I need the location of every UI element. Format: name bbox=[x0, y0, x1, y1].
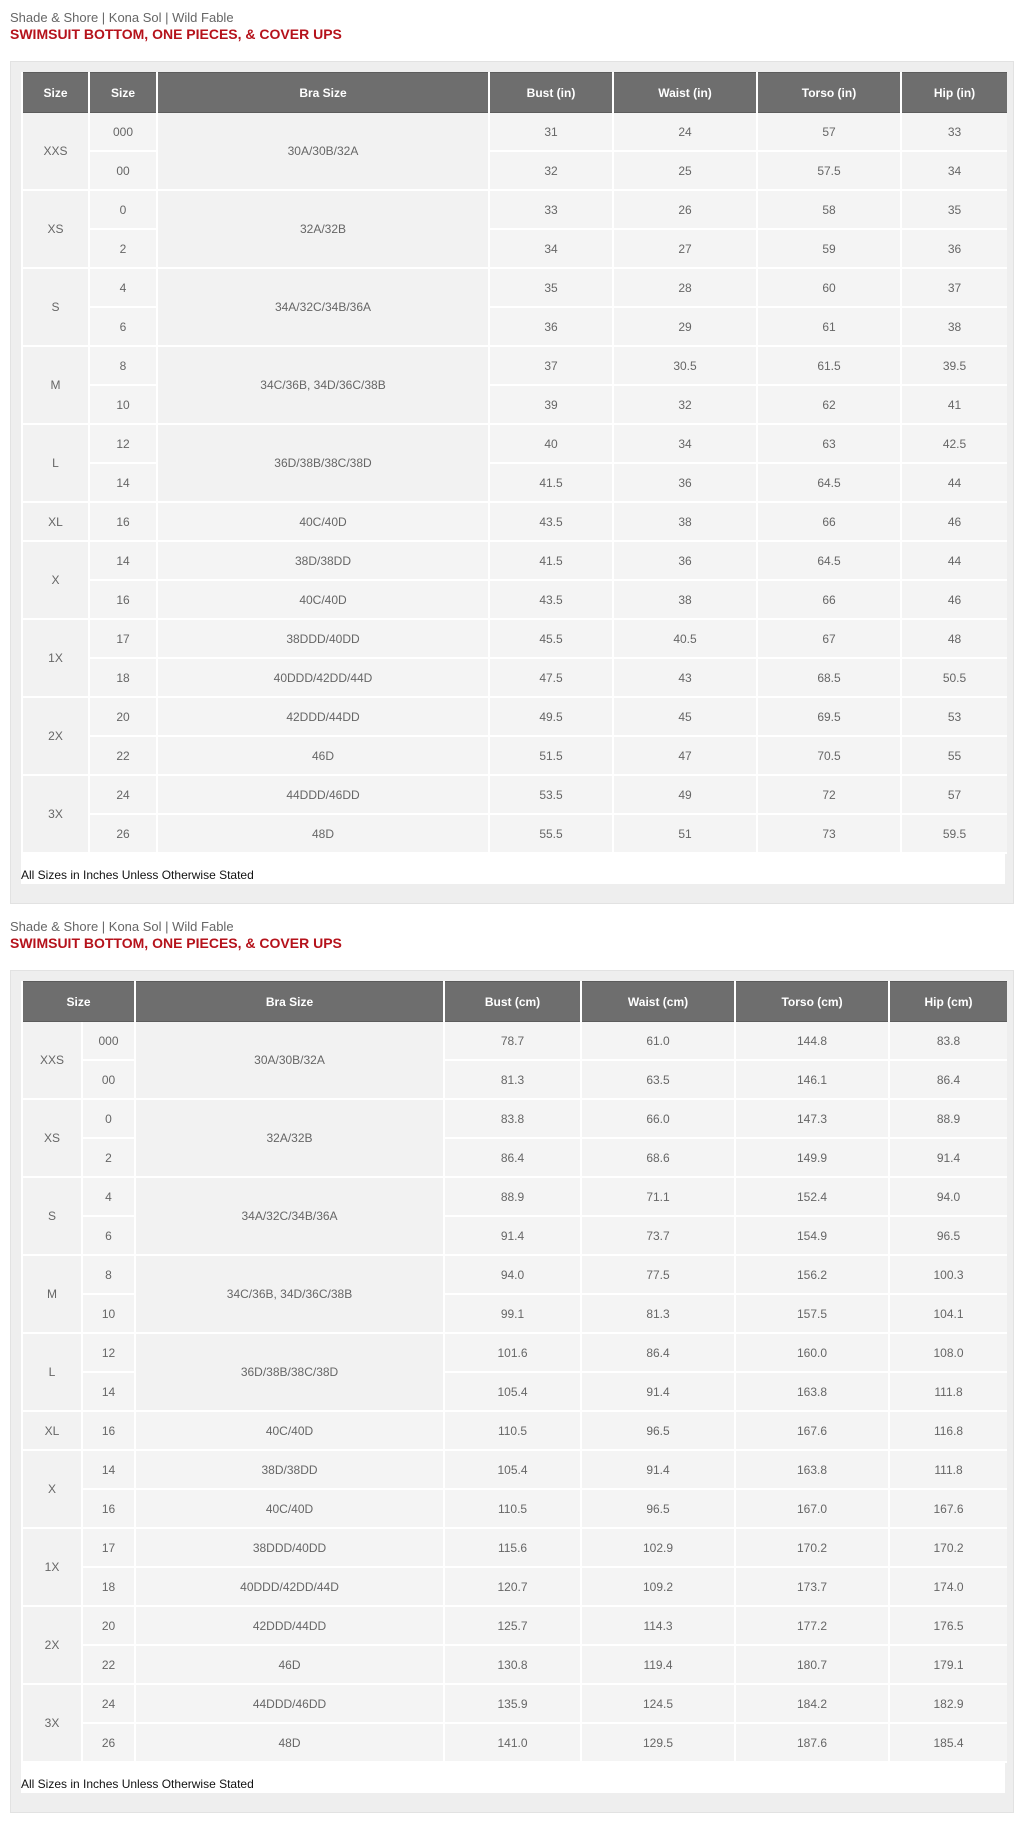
bra-size: 32A/32B bbox=[136, 1100, 443, 1178]
hip-value: 33 bbox=[902, 113, 1007, 152]
numeric-size: 16 bbox=[83, 1412, 134, 1451]
numeric-size: 22 bbox=[90, 737, 156, 776]
numeric-size: 2 bbox=[90, 230, 156, 269]
numeric-size: 16 bbox=[83, 1490, 134, 1529]
waist-value: 119.4 bbox=[582, 1646, 734, 1685]
column-header: Torso (in) bbox=[758, 72, 900, 113]
column-header: Bust (in) bbox=[490, 72, 612, 113]
numeric-size: 6 bbox=[90, 308, 156, 347]
numeric-size: 0 bbox=[83, 1100, 134, 1139]
chart-panel bbox=[10, 61, 1014, 904]
hip-value: 176.5 bbox=[890, 1607, 1007, 1646]
bust-value: 43.5 bbox=[490, 581, 612, 620]
bust-value: 83.8 bbox=[445, 1100, 580, 1139]
size-chart-cm bbox=[10, 919, 1014, 1791]
bust-value: 43.5 bbox=[490, 503, 612, 542]
column-header: Waist (in) bbox=[614, 72, 756, 113]
waist-value: 109.2 bbox=[582, 1568, 734, 1607]
table-row bbox=[23, 113, 1007, 152]
hip-value: 94.0 bbox=[890, 1178, 1007, 1217]
numeric-size: 10 bbox=[90, 386, 156, 425]
size-label: M bbox=[23, 1256, 81, 1334]
chart-title: SWIMSUIT BOTTOM, ONE PIECES, & COVER UPS bbox=[10, 26, 342, 42]
waist-value: 129.5 bbox=[582, 1724, 734, 1763]
hip-value: 37 bbox=[902, 269, 1007, 308]
waist-value: 124.5 bbox=[582, 1685, 734, 1724]
bust-value: 34 bbox=[490, 230, 612, 269]
hip-value: 174.0 bbox=[890, 1568, 1007, 1607]
bust-value: 125.7 bbox=[445, 1607, 580, 1646]
torso-value: 177.2 bbox=[736, 1607, 888, 1646]
brand-line: Shade & Shore | Kona Sol | Wild Fable bbox=[10, 919, 234, 934]
column-header: Hip (cm) bbox=[890, 981, 1007, 1022]
table-row bbox=[23, 191, 1007, 230]
bust-value: 45.5 bbox=[490, 620, 612, 659]
size-label: XL bbox=[23, 503, 88, 542]
bust-value: 53.5 bbox=[490, 776, 612, 815]
numeric-size: 4 bbox=[83, 1178, 134, 1217]
bra-size: 34A/32C/34B/36A bbox=[158, 269, 488, 347]
waist-value: 38 bbox=[614, 503, 756, 542]
bra-size: 36D/38B/38C/38D bbox=[136, 1334, 443, 1412]
waist-value: 114.3 bbox=[582, 1607, 734, 1646]
bra-size: 44DDD/46DD bbox=[158, 776, 488, 815]
waist-value: 96.5 bbox=[582, 1412, 734, 1451]
numeric-size: 26 bbox=[83, 1724, 134, 1763]
size-label: XS bbox=[23, 191, 88, 269]
column-header: Waist (cm) bbox=[582, 981, 734, 1022]
torso-value: 64.5 bbox=[758, 464, 900, 503]
bust-value: 130.8 bbox=[445, 1646, 580, 1685]
hip-value: 111.8 bbox=[890, 1451, 1007, 1490]
bust-value: 36 bbox=[490, 308, 612, 347]
bra-size: 40C/40D bbox=[136, 1412, 443, 1451]
table-row bbox=[23, 1646, 1007, 1685]
waist-value: 49 bbox=[614, 776, 756, 815]
hip-value: 91.4 bbox=[890, 1139, 1007, 1178]
table-row bbox=[23, 1178, 1007, 1217]
size-label: 1X bbox=[23, 1529, 81, 1607]
table-row bbox=[23, 542, 1007, 581]
numeric-size: 14 bbox=[83, 1451, 134, 1490]
table-row bbox=[23, 1100, 1007, 1139]
torso-value: 154.9 bbox=[736, 1217, 888, 1256]
numeric-size: 16 bbox=[90, 503, 156, 542]
table-row bbox=[23, 1529, 1007, 1568]
torso-value: 163.8 bbox=[736, 1373, 888, 1412]
bust-value: 41.5 bbox=[490, 464, 612, 503]
size-label: XXS bbox=[23, 113, 88, 191]
hip-value: 44 bbox=[902, 542, 1007, 581]
size-table-cm bbox=[21, 981, 1009, 1763]
bra-size: 46D bbox=[158, 737, 488, 776]
torso-value: 147.3 bbox=[736, 1100, 888, 1139]
bust-value: 105.4 bbox=[445, 1451, 580, 1490]
hip-value: 50.5 bbox=[902, 659, 1007, 698]
numeric-size: 10 bbox=[83, 1295, 134, 1334]
hip-value: 46 bbox=[902, 581, 1007, 620]
table-row bbox=[23, 1490, 1007, 1529]
numeric-size: 6 bbox=[83, 1217, 134, 1256]
table-row bbox=[23, 347, 1007, 386]
waist-value: 36 bbox=[614, 464, 756, 503]
waist-value: 61.0 bbox=[582, 1022, 734, 1061]
bra-size: 40C/40D bbox=[158, 503, 488, 542]
torso-value: 72 bbox=[758, 776, 900, 815]
size-label: 2X bbox=[23, 698, 88, 776]
torso-value: 180.7 bbox=[736, 1646, 888, 1685]
torso-value: 70.5 bbox=[758, 737, 900, 776]
waist-value: 24 bbox=[614, 113, 756, 152]
torso-value: 187.6 bbox=[736, 1724, 888, 1763]
numeric-size: 20 bbox=[90, 698, 156, 737]
size-label: 1X bbox=[23, 620, 88, 698]
hip-value: 34 bbox=[902, 152, 1007, 191]
numeric-size: 14 bbox=[90, 542, 156, 581]
torso-value: 67 bbox=[758, 620, 900, 659]
bust-value: 37 bbox=[490, 347, 612, 386]
table-row bbox=[23, 659, 1007, 698]
waist-value: 63.5 bbox=[582, 1061, 734, 1100]
numeric-size: 12 bbox=[90, 425, 156, 464]
torso-value: 173.7 bbox=[736, 1568, 888, 1607]
column-header: Size bbox=[23, 72, 88, 113]
bra-size: 36D/38B/38C/38D bbox=[158, 425, 488, 503]
torso-value: 160.0 bbox=[736, 1334, 888, 1373]
bust-value: 99.1 bbox=[445, 1295, 580, 1334]
torso-value: 152.4 bbox=[736, 1178, 888, 1217]
torso-value: 144.8 bbox=[736, 1022, 888, 1061]
bust-value: 81.3 bbox=[445, 1061, 580, 1100]
torso-value: 157.5 bbox=[736, 1295, 888, 1334]
size-label: 2X bbox=[23, 1607, 81, 1685]
bust-value: 32 bbox=[490, 152, 612, 191]
bra-size: 34A/32C/34B/36A bbox=[136, 1178, 443, 1256]
waist-value: 47 bbox=[614, 737, 756, 776]
table-row bbox=[23, 1412, 1007, 1451]
numeric-size: 4 bbox=[90, 269, 156, 308]
size-label: M bbox=[23, 347, 88, 425]
waist-value: 27 bbox=[614, 230, 756, 269]
waist-value: 71.1 bbox=[582, 1178, 734, 1217]
hip-value: 36 bbox=[902, 230, 1007, 269]
waist-value: 45 bbox=[614, 698, 756, 737]
torso-value: 61 bbox=[758, 308, 900, 347]
numeric-size: 0 bbox=[90, 191, 156, 230]
bra-size: 30A/30B/32A bbox=[136, 1022, 443, 1100]
table-row bbox=[23, 269, 1007, 308]
hip-value: 104.1 bbox=[890, 1295, 1007, 1334]
numeric-size: 14 bbox=[90, 464, 156, 503]
waist-value: 40.5 bbox=[614, 620, 756, 659]
bra-size: 30A/30B/32A bbox=[158, 113, 488, 191]
waist-value: 25 bbox=[614, 152, 756, 191]
bust-value: 91.4 bbox=[445, 1217, 580, 1256]
torso-value: 156.2 bbox=[736, 1256, 888, 1295]
waist-value: 86.4 bbox=[582, 1334, 734, 1373]
bra-size: 40DDD/42DD/44D bbox=[136, 1568, 443, 1607]
torso-value: 69.5 bbox=[758, 698, 900, 737]
torso-value: 59 bbox=[758, 230, 900, 269]
numeric-size: 18 bbox=[83, 1568, 134, 1607]
torso-value: 149.9 bbox=[736, 1139, 888, 1178]
bust-value: 41.5 bbox=[490, 542, 612, 581]
column-header: Torso (cm) bbox=[736, 981, 888, 1022]
torso-value: 68.5 bbox=[758, 659, 900, 698]
table-row bbox=[23, 815, 1007, 854]
size-label: S bbox=[23, 269, 88, 347]
bust-value: 110.5 bbox=[445, 1412, 580, 1451]
numeric-size: 00 bbox=[90, 152, 156, 191]
column-header: Size bbox=[90, 72, 156, 113]
waist-value: 32 bbox=[614, 386, 756, 425]
numeric-size: 24 bbox=[90, 776, 156, 815]
numeric-size: 24 bbox=[83, 1685, 134, 1724]
waist-value: 51 bbox=[614, 815, 756, 854]
bust-value: 55.5 bbox=[490, 815, 612, 854]
bust-value: 88.9 bbox=[445, 1178, 580, 1217]
bust-value: 141.0 bbox=[445, 1724, 580, 1763]
numeric-size: 20 bbox=[83, 1607, 134, 1646]
numeric-size: 8 bbox=[83, 1256, 134, 1295]
bra-size: 38D/38DD bbox=[136, 1451, 443, 1490]
torso-value: 57 bbox=[758, 113, 900, 152]
table-row bbox=[23, 1724, 1007, 1763]
waist-value: 29 bbox=[614, 308, 756, 347]
bra-size: 44DDD/46DD bbox=[136, 1685, 443, 1724]
waist-value: 66.0 bbox=[582, 1100, 734, 1139]
size-label: X bbox=[23, 542, 88, 620]
hip-value: 59.5 bbox=[902, 815, 1007, 854]
size-table-inches bbox=[21, 72, 1009, 854]
bra-size: 42DDD/44DD bbox=[136, 1607, 443, 1646]
waist-value: 30.5 bbox=[614, 347, 756, 386]
size-label: L bbox=[23, 425, 88, 503]
bra-size: 38D/38DD bbox=[158, 542, 488, 581]
numeric-size: 14 bbox=[83, 1373, 134, 1412]
bust-value: 115.6 bbox=[445, 1529, 580, 1568]
bra-size: 34C/36B, 34D/36C/38B bbox=[158, 347, 488, 425]
waist-value: 28 bbox=[614, 269, 756, 308]
hip-value: 185.4 bbox=[890, 1724, 1007, 1763]
hip-value: 53 bbox=[902, 698, 1007, 737]
bra-size: 38DDD/40DD bbox=[136, 1529, 443, 1568]
torso-value: 64.5 bbox=[758, 542, 900, 581]
hip-value: 88.9 bbox=[890, 1100, 1007, 1139]
bra-size: 42DDD/44DD bbox=[158, 698, 488, 737]
bra-size: 40DDD/42DD/44D bbox=[158, 659, 488, 698]
hip-value: 96.5 bbox=[890, 1217, 1007, 1256]
torso-value: 163.8 bbox=[736, 1451, 888, 1490]
hip-value: 48 bbox=[902, 620, 1007, 659]
waist-value: 73.7 bbox=[582, 1217, 734, 1256]
size-label: XL bbox=[23, 1412, 81, 1451]
numeric-size: 8 bbox=[90, 347, 156, 386]
column-header: Bra Size bbox=[158, 72, 488, 113]
column-header: Size bbox=[23, 981, 134, 1022]
torso-value: 73 bbox=[758, 815, 900, 854]
numeric-size: 18 bbox=[90, 659, 156, 698]
waist-value: 34 bbox=[614, 425, 756, 464]
hip-value: 46 bbox=[902, 503, 1007, 542]
waist-value: 102.9 bbox=[582, 1529, 734, 1568]
column-header: Bust (cm) bbox=[445, 981, 580, 1022]
column-header: Hip (in) bbox=[902, 72, 1007, 113]
torso-value: 146.1 bbox=[736, 1061, 888, 1100]
bra-size: 48D bbox=[136, 1724, 443, 1763]
chart-inner bbox=[21, 72, 1005, 884]
torso-value: 167.6 bbox=[736, 1412, 888, 1451]
waist-value: 81.3 bbox=[582, 1295, 734, 1334]
hip-value: 167.6 bbox=[890, 1490, 1007, 1529]
size-label: 3X bbox=[23, 1685, 81, 1763]
table-row bbox=[23, 620, 1007, 659]
bra-size: 34C/36B, 34D/36C/38B bbox=[136, 1256, 443, 1334]
numeric-size: 17 bbox=[83, 1529, 134, 1568]
bust-value: 49.5 bbox=[490, 698, 612, 737]
hip-value: 39.5 bbox=[902, 347, 1007, 386]
hip-value: 42.5 bbox=[902, 425, 1007, 464]
numeric-size: 000 bbox=[83, 1022, 134, 1061]
numeric-size: 17 bbox=[90, 620, 156, 659]
bust-value: 135.9 bbox=[445, 1685, 580, 1724]
table-row bbox=[23, 698, 1007, 737]
table-row bbox=[23, 1256, 1007, 1295]
bust-value: 31 bbox=[490, 113, 612, 152]
hip-value: 83.8 bbox=[890, 1022, 1007, 1061]
hip-value: 38 bbox=[902, 308, 1007, 347]
bra-size: 40C/40D bbox=[136, 1490, 443, 1529]
bust-value: 120.7 bbox=[445, 1568, 580, 1607]
size-label: S bbox=[23, 1178, 81, 1256]
torso-value: 62 bbox=[758, 386, 900, 425]
size-chart-inches bbox=[10, 10, 1014, 882]
units-note: All Sizes in Inches Unless Otherwise Stated bbox=[21, 1777, 254, 1791]
table-row bbox=[23, 581, 1007, 620]
hip-value: 55 bbox=[902, 737, 1007, 776]
table-row bbox=[23, 503, 1007, 542]
chart-title: SWIMSUIT BOTTOM, ONE PIECES, & COVER UPS bbox=[10, 935, 342, 951]
units-note: All Sizes in Inches Unless Otherwise Stated bbox=[21, 868, 254, 882]
hip-value: 111.8 bbox=[890, 1373, 1007, 1412]
bust-value: 78.7 bbox=[445, 1022, 580, 1061]
waist-value: 26 bbox=[614, 191, 756, 230]
bust-value: 40 bbox=[490, 425, 612, 464]
table-row bbox=[23, 1334, 1007, 1373]
bust-value: 105.4 bbox=[445, 1373, 580, 1412]
table-row bbox=[23, 1451, 1007, 1490]
torso-value: 57.5 bbox=[758, 152, 900, 191]
numeric-size: 00 bbox=[83, 1061, 134, 1100]
waist-value: 36 bbox=[614, 542, 756, 581]
torso-value: 184.2 bbox=[736, 1685, 888, 1724]
size-label: 3X bbox=[23, 776, 88, 854]
hip-value: 86.4 bbox=[890, 1061, 1007, 1100]
numeric-size: 12 bbox=[83, 1334, 134, 1373]
numeric-size: 26 bbox=[90, 815, 156, 854]
waist-value: 91.4 bbox=[582, 1373, 734, 1412]
hip-value: 116.8 bbox=[890, 1412, 1007, 1451]
table-row bbox=[23, 1607, 1007, 1646]
hip-value: 170.2 bbox=[890, 1529, 1007, 1568]
hip-value: 44 bbox=[902, 464, 1007, 503]
brand-line: Shade & Shore | Kona Sol | Wild Fable bbox=[10, 10, 234, 25]
size-label: L bbox=[23, 1334, 81, 1412]
hip-value: 179.1 bbox=[890, 1646, 1007, 1685]
bra-size: 38DDD/40DD bbox=[158, 620, 488, 659]
bra-size: 32A/32B bbox=[158, 191, 488, 269]
waist-value: 91.4 bbox=[582, 1451, 734, 1490]
bust-value: 94.0 bbox=[445, 1256, 580, 1295]
waist-value: 38 bbox=[614, 581, 756, 620]
chart-panel bbox=[10, 970, 1014, 1813]
size-label: XS bbox=[23, 1100, 81, 1178]
numeric-size: 000 bbox=[90, 113, 156, 152]
bra-size: 46D bbox=[136, 1646, 443, 1685]
waist-value: 43 bbox=[614, 659, 756, 698]
torso-value: 61.5 bbox=[758, 347, 900, 386]
bust-value: 35 bbox=[490, 269, 612, 308]
table-row bbox=[23, 425, 1007, 464]
bust-value: 51.5 bbox=[490, 737, 612, 776]
table-row bbox=[23, 1685, 1007, 1724]
hip-value: 41 bbox=[902, 386, 1007, 425]
numeric-size: 22 bbox=[83, 1646, 134, 1685]
hip-value: 35 bbox=[902, 191, 1007, 230]
table-row bbox=[23, 776, 1007, 815]
torso-value: 63 bbox=[758, 425, 900, 464]
hip-value: 57 bbox=[902, 776, 1007, 815]
bust-value: 110.5 bbox=[445, 1490, 580, 1529]
waist-value: 96.5 bbox=[582, 1490, 734, 1529]
bust-value: 101.6 bbox=[445, 1334, 580, 1373]
size-label: XXS bbox=[23, 1022, 81, 1100]
chart-inner bbox=[21, 981, 1005, 1793]
waist-value: 77.5 bbox=[582, 1256, 734, 1295]
bra-size: 40C/40D bbox=[158, 581, 488, 620]
table-row bbox=[23, 1568, 1007, 1607]
bust-value: 86.4 bbox=[445, 1139, 580, 1178]
column-header: Bra Size bbox=[136, 981, 443, 1022]
hip-value: 108.0 bbox=[890, 1334, 1007, 1373]
bust-value: 33 bbox=[490, 191, 612, 230]
numeric-size: 2 bbox=[83, 1139, 134, 1178]
torso-value: 58 bbox=[758, 191, 900, 230]
hip-value: 100.3 bbox=[890, 1256, 1007, 1295]
numeric-size: 16 bbox=[90, 581, 156, 620]
torso-value: 60 bbox=[758, 269, 900, 308]
bust-value: 39 bbox=[490, 386, 612, 425]
torso-value: 66 bbox=[758, 581, 900, 620]
torso-value: 66 bbox=[758, 503, 900, 542]
table-row bbox=[23, 1022, 1007, 1061]
bust-value: 47.5 bbox=[490, 659, 612, 698]
torso-value: 167.0 bbox=[736, 1490, 888, 1529]
size-label: X bbox=[23, 1451, 81, 1529]
hip-value: 182.9 bbox=[890, 1685, 1007, 1724]
bra-size: 48D bbox=[158, 815, 488, 854]
waist-value: 68.6 bbox=[582, 1139, 734, 1178]
torso-value: 170.2 bbox=[736, 1529, 888, 1568]
table-row bbox=[23, 737, 1007, 776]
